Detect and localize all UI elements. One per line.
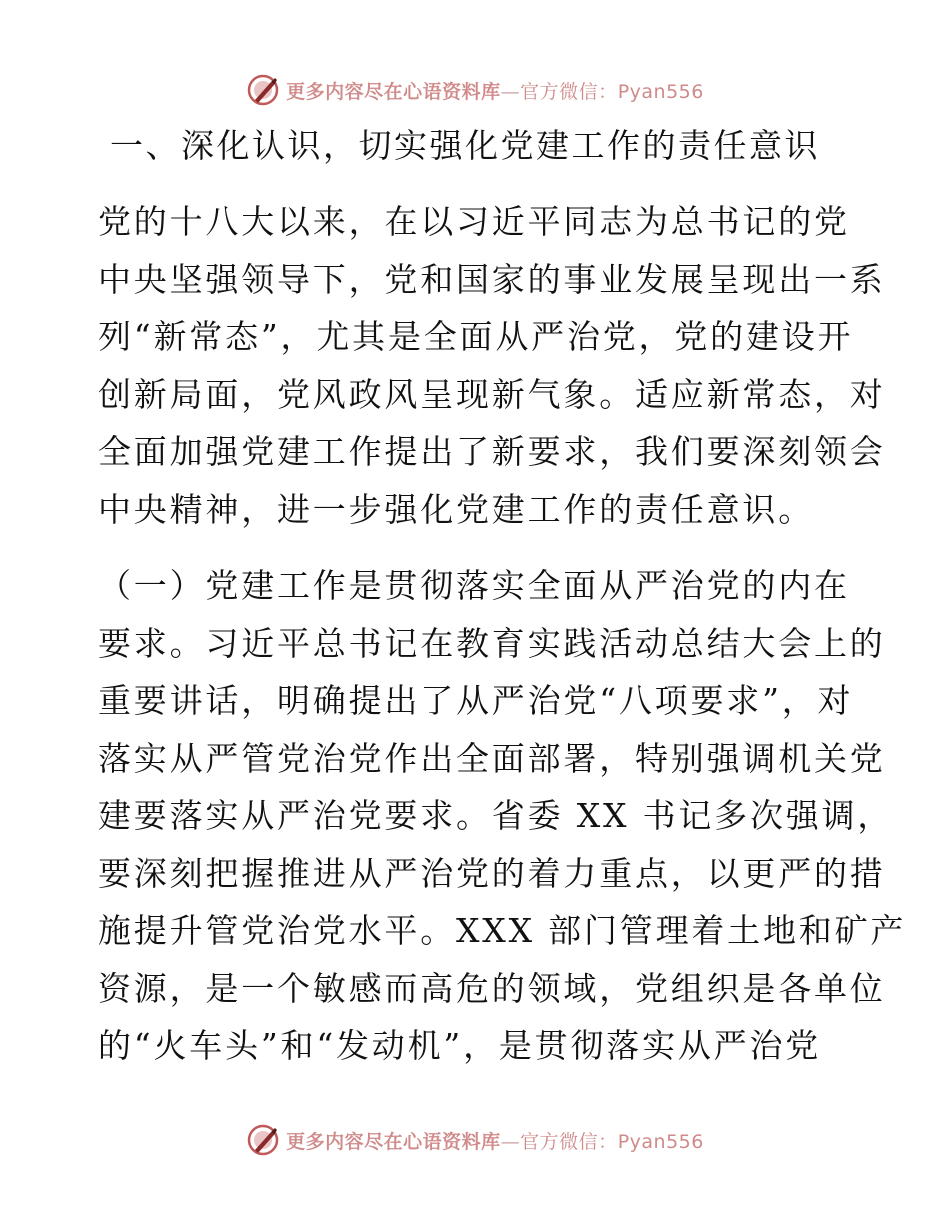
paragraph-line: 创新局面，党风政风呈现新气象。适应新常态，对 [98,374,886,414]
paragraph-1 [0,193,950,538]
paragraph-line: 要求。习近平总书记在教育实践活动总结大会上的 [98,623,886,663]
paragraph-line: 列“新常态”，尤其是全面从严治党，党的建设开 [98,317,854,356]
paragraph-line: 全面加强党建工作提出了新要求，我们要深刻领会 [98,432,886,471]
watermark-text [286,1127,704,1154]
paragraph-2 [0,557,950,1075]
paragraph-line: 建要落实从严治党要求。省委 XX 书记多次强调， [98,796,894,835]
paragraph-line: 中央精神，进一步强化党建工作的责任意识。 [98,489,814,529]
pen-seal-icon [246,1123,280,1157]
paragraph-line: 落实从严管党治党作出全面部署，特别强调机关党 [98,738,886,778]
watermark-brand: 更多内容尽在心语资料库 [286,80,501,103]
watermark-wechat-label: 官方微信： [520,1130,618,1153]
watermark-separator: — [500,80,521,103]
paragraph-line: 重要讲话，明确提出了从严治党“八项要求”，对 [98,681,854,720]
pen-seal-icon [246,73,280,107]
watermark-text [286,77,704,104]
paragraph-line: 施提升管党治党水平。XXX 部门管理着土地和矿产 [98,911,907,950]
section-heading: 一、深化认识，切实强化党建工作的责任意识 [110,126,820,165]
header-watermark [0,70,950,110]
watermark-separator: — [500,1130,521,1153]
paragraph-line: 的“火车头”和“发动机”，是贯彻落实从严治党 [98,1026,822,1065]
watermark-brand: 更多内容尽在心语资料库 [286,1130,501,1153]
watermark-wechat-id: Pyan556 [617,80,704,103]
footer-watermark [0,1120,950,1160]
watermark-wechat-label: 官方微信： [520,80,618,103]
paragraph-line: （一）党建工作是贯彻落实全面从严治党的内在 [98,566,850,605]
watermark-wechat-id: Pyan556 [617,1130,704,1153]
paragraph-line: 要深刻把握推进从严治党的着力重点，以更严的措 [98,853,886,893]
paragraph-line: 党的十八大以来，在以习近平同志为总书记的党 [98,202,850,241]
document-body [0,122,950,1075]
paragraph-line: 资源，是一个敏感而高危的领域，党组织是各单位 [98,968,886,1008]
paragraph-line: 中央坚强领导下，党和国家的事业发展呈现出一系 [98,259,886,299]
